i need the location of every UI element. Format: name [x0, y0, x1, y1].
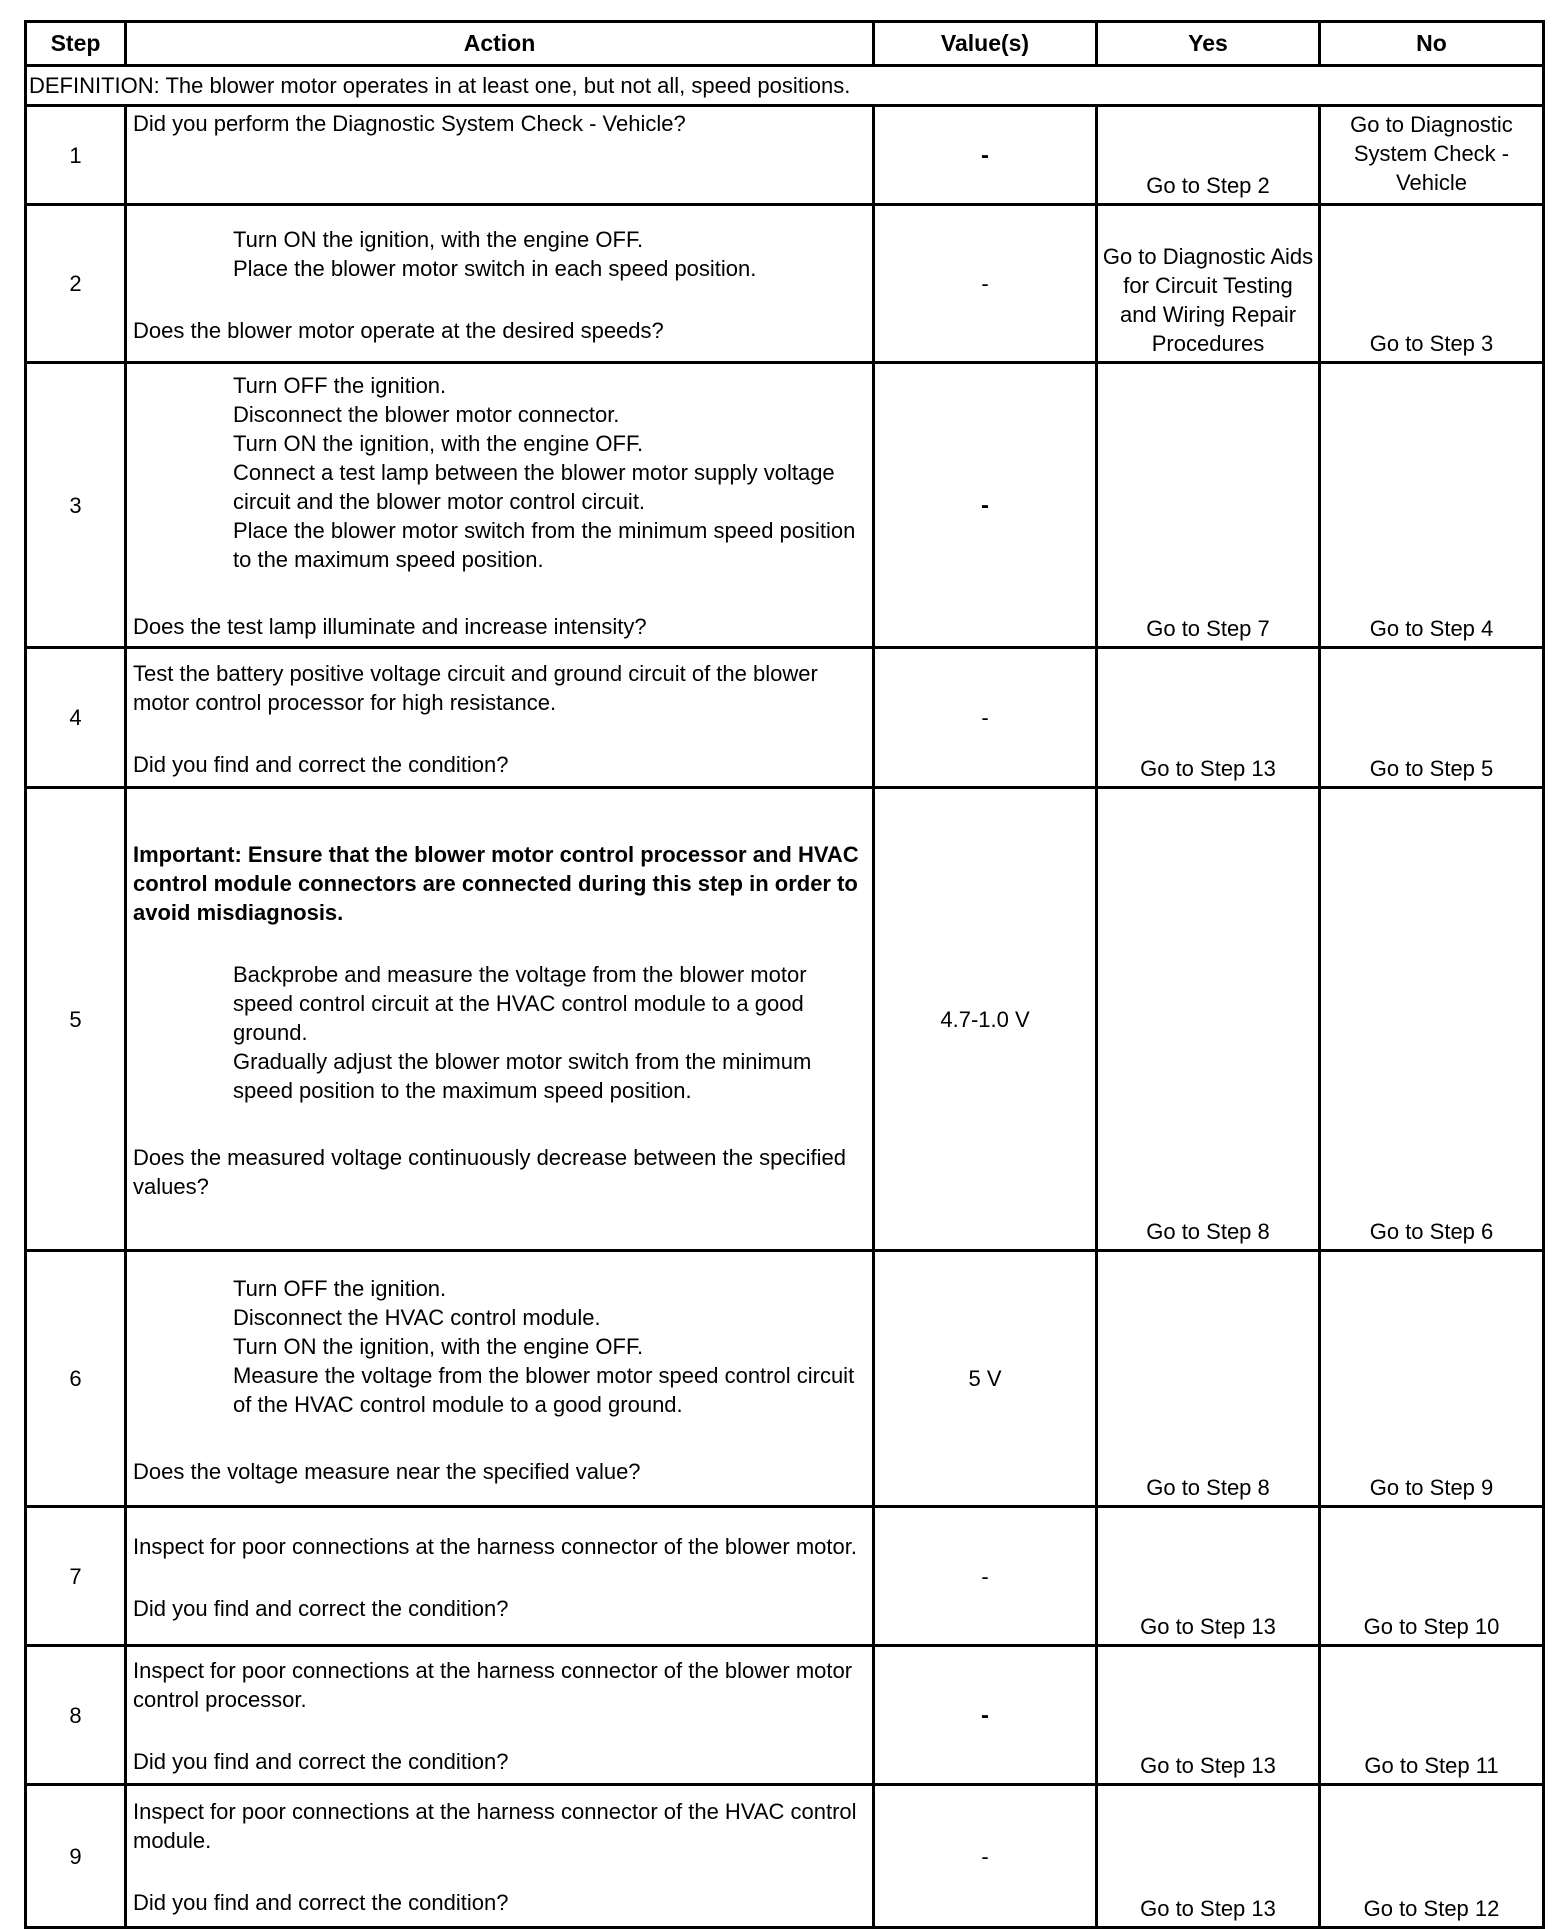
step-number: 4 — [26, 648, 126, 788]
table-row — [26, 363, 1544, 648]
header-yes: Yes — [1097, 22, 1320, 66]
action-cell — [126, 1646, 874, 1785]
yes-cell: Go to Step 13 — [1097, 1646, 1320, 1785]
action-substep: Turn ON the ignition, with the engine OFF. — [233, 431, 644, 456]
value-cell: - — [874, 106, 1097, 205]
action-question: Did you find and correct the condition? — [133, 751, 509, 777]
no-cell: Go to Step 12 — [1320, 1785, 1544, 1928]
no-cell: Go to Step 4 — [1320, 363, 1544, 648]
yes-cell: Go to Step 7 — [1097, 363, 1320, 648]
no-cell: Go to Step 5 — [1320, 648, 1544, 788]
no-cell: Go to Step 11 — [1320, 1646, 1544, 1785]
action-cell — [126, 648, 874, 788]
table-row — [26, 1785, 1544, 1928]
diagnostic-table-document — [24, 20, 1542, 1921]
action-question: Does the blower motor operate at the desired speeds? — [133, 317, 664, 343]
action-question: Does the voltage measure near the specified value? — [133, 1458, 641, 1484]
yes-cell: Go to Diagnostic Aids for Circuit Testing and Wiring Repair Procedures — [1097, 205, 1320, 363]
table-row — [26, 1251, 1544, 1507]
step-number: 9 — [26, 1785, 126, 1928]
definition-text: DEFINITION: The blower motor operates in at least one, but not all, speed positions. — [26, 66, 1544, 106]
step-number: 2 — [26, 205, 126, 363]
yes-cell: Go to Step 2 — [1097, 106, 1320, 205]
action-instruction: Test the battery positive voltage circuit and ground circuit of the blower motor control processor for high resistance. — [133, 660, 818, 715]
value-cell: - — [874, 1507, 1097, 1646]
action-instruction: Inspect for poor connections at the harness connector of the HVAC control module. — [133, 1799, 857, 1853]
yes-cell: Go to Step 8 — [1097, 788, 1320, 1251]
value-cell: - — [874, 205, 1097, 363]
header-values: Value(s) — [874, 22, 1097, 66]
yes-cell: Go to Step 13 — [1097, 1507, 1320, 1646]
action-substep: Turn ON the ignition, with the engine OFF. — [233, 226, 644, 252]
no-cell: Go to Step 10 — [1320, 1507, 1544, 1646]
no-cell: Go to Step 6 — [1320, 788, 1544, 1251]
action-substep: Turn OFF the ignition. — [233, 373, 447, 398]
action-question: Does the test lamp illuminate and increase intensity? — [133, 614, 647, 639]
yes-cell: Go to Step 13 — [1097, 648, 1320, 788]
step-number: 5 — [26, 788, 126, 1251]
action-substep: Gradually adjust the blower motor switch from the minimum speed position to the maximum speed position. — [233, 1048, 812, 1103]
action-substep: Place the blower motor switch in each speed position. — [233, 255, 757, 281]
action-substep: Disconnect the blower motor connector. — [233, 402, 620, 427]
step-number: 6 — [26, 1251, 126, 1507]
header-row — [26, 22, 1544, 66]
step-number: 3 — [26, 363, 126, 648]
header-action: Action — [126, 22, 874, 66]
table-row — [26, 1646, 1544, 1785]
table-row — [26, 788, 1544, 1251]
definition-row — [26, 66, 1544, 106]
header-step: Step — [26, 22, 126, 66]
action-substep: Backprobe and measure the voltage from the blower motor speed control circuit at the HVAC control module to a good ground. — [233, 961, 807, 1045]
action-substep: Disconnect the HVAC control module. — [233, 1304, 601, 1330]
action-substep: Turn OFF the ignition. — [233, 1275, 447, 1301]
action-substep: Turn ON the ignition, with the engine OFF. — [233, 1333, 644, 1359]
step-number: 1 — [26, 106, 126, 205]
step-number: 7 — [26, 1507, 126, 1646]
action-cell — [126, 788, 874, 1251]
yes-cell: Go to Step 8 — [1097, 1251, 1320, 1507]
action-instruction: Inspect for poor connections at the harness connector of the blower motor control processor. — [133, 1658, 853, 1712]
table-row — [26, 1507, 1544, 1646]
action-question: Did you find and correct the condition? — [133, 1890, 509, 1915]
action-cell — [126, 1251, 874, 1507]
action-question: Did you find and correct the condition? — [133, 1749, 509, 1774]
value-cell: 4.7-1.0 V — [874, 788, 1097, 1251]
action-substep: Place the blower motor switch from the minimum speed position to the maximum speed position. — [233, 518, 856, 572]
action-question: Did you perform the Diagnostic System Check - Vehicle? — [133, 111, 686, 136]
action-cell — [126, 1507, 874, 1646]
table-row — [26, 106, 1544, 205]
action-question: Does the measured voltage continuously decrease between the specified values? — [133, 1144, 847, 1199]
important-note: Important: Ensure that the blower motor control processor and HVAC control module connectors are connected during this step in order to avoid misdiagnosis. — [133, 841, 859, 925]
action-cell — [126, 205, 874, 363]
no-cell: Go to Step 3 — [1320, 205, 1544, 363]
action-question: Did you find and correct the condition? — [133, 1595, 509, 1621]
value-cell: - — [874, 1646, 1097, 1785]
value-cell: - — [874, 1785, 1097, 1928]
value-cell: - — [874, 648, 1097, 788]
diagnostic-table — [24, 20, 1545, 1929]
header-no: No — [1320, 22, 1544, 66]
value-cell: 5 V — [874, 1251, 1097, 1507]
step-number: 8 — [26, 1646, 126, 1785]
action-instruction: Inspect for poor connections at the harness connector of the blower motor. — [133, 1533, 857, 1559]
no-cell: Go to Diagnostic System Check - Vehicle — [1320, 106, 1544, 205]
no-cell: Go to Step 9 — [1320, 1251, 1544, 1507]
action-substep: Connect a test lamp between the blower motor supply voltage circuit and the blower motor control circuit. — [233, 460, 835, 514]
action-substep: Measure the voltage from the blower motor speed control circuit of the HVAC control module to a good ground. — [233, 1362, 855, 1417]
action-cell — [126, 106, 874, 205]
action-cell — [126, 363, 874, 648]
yes-cell: Go to Step 13 — [1097, 1785, 1320, 1928]
action-cell — [126, 1785, 874, 1928]
value-cell: - — [874, 363, 1097, 648]
table-row — [26, 648, 1544, 788]
table-row — [26, 205, 1544, 363]
